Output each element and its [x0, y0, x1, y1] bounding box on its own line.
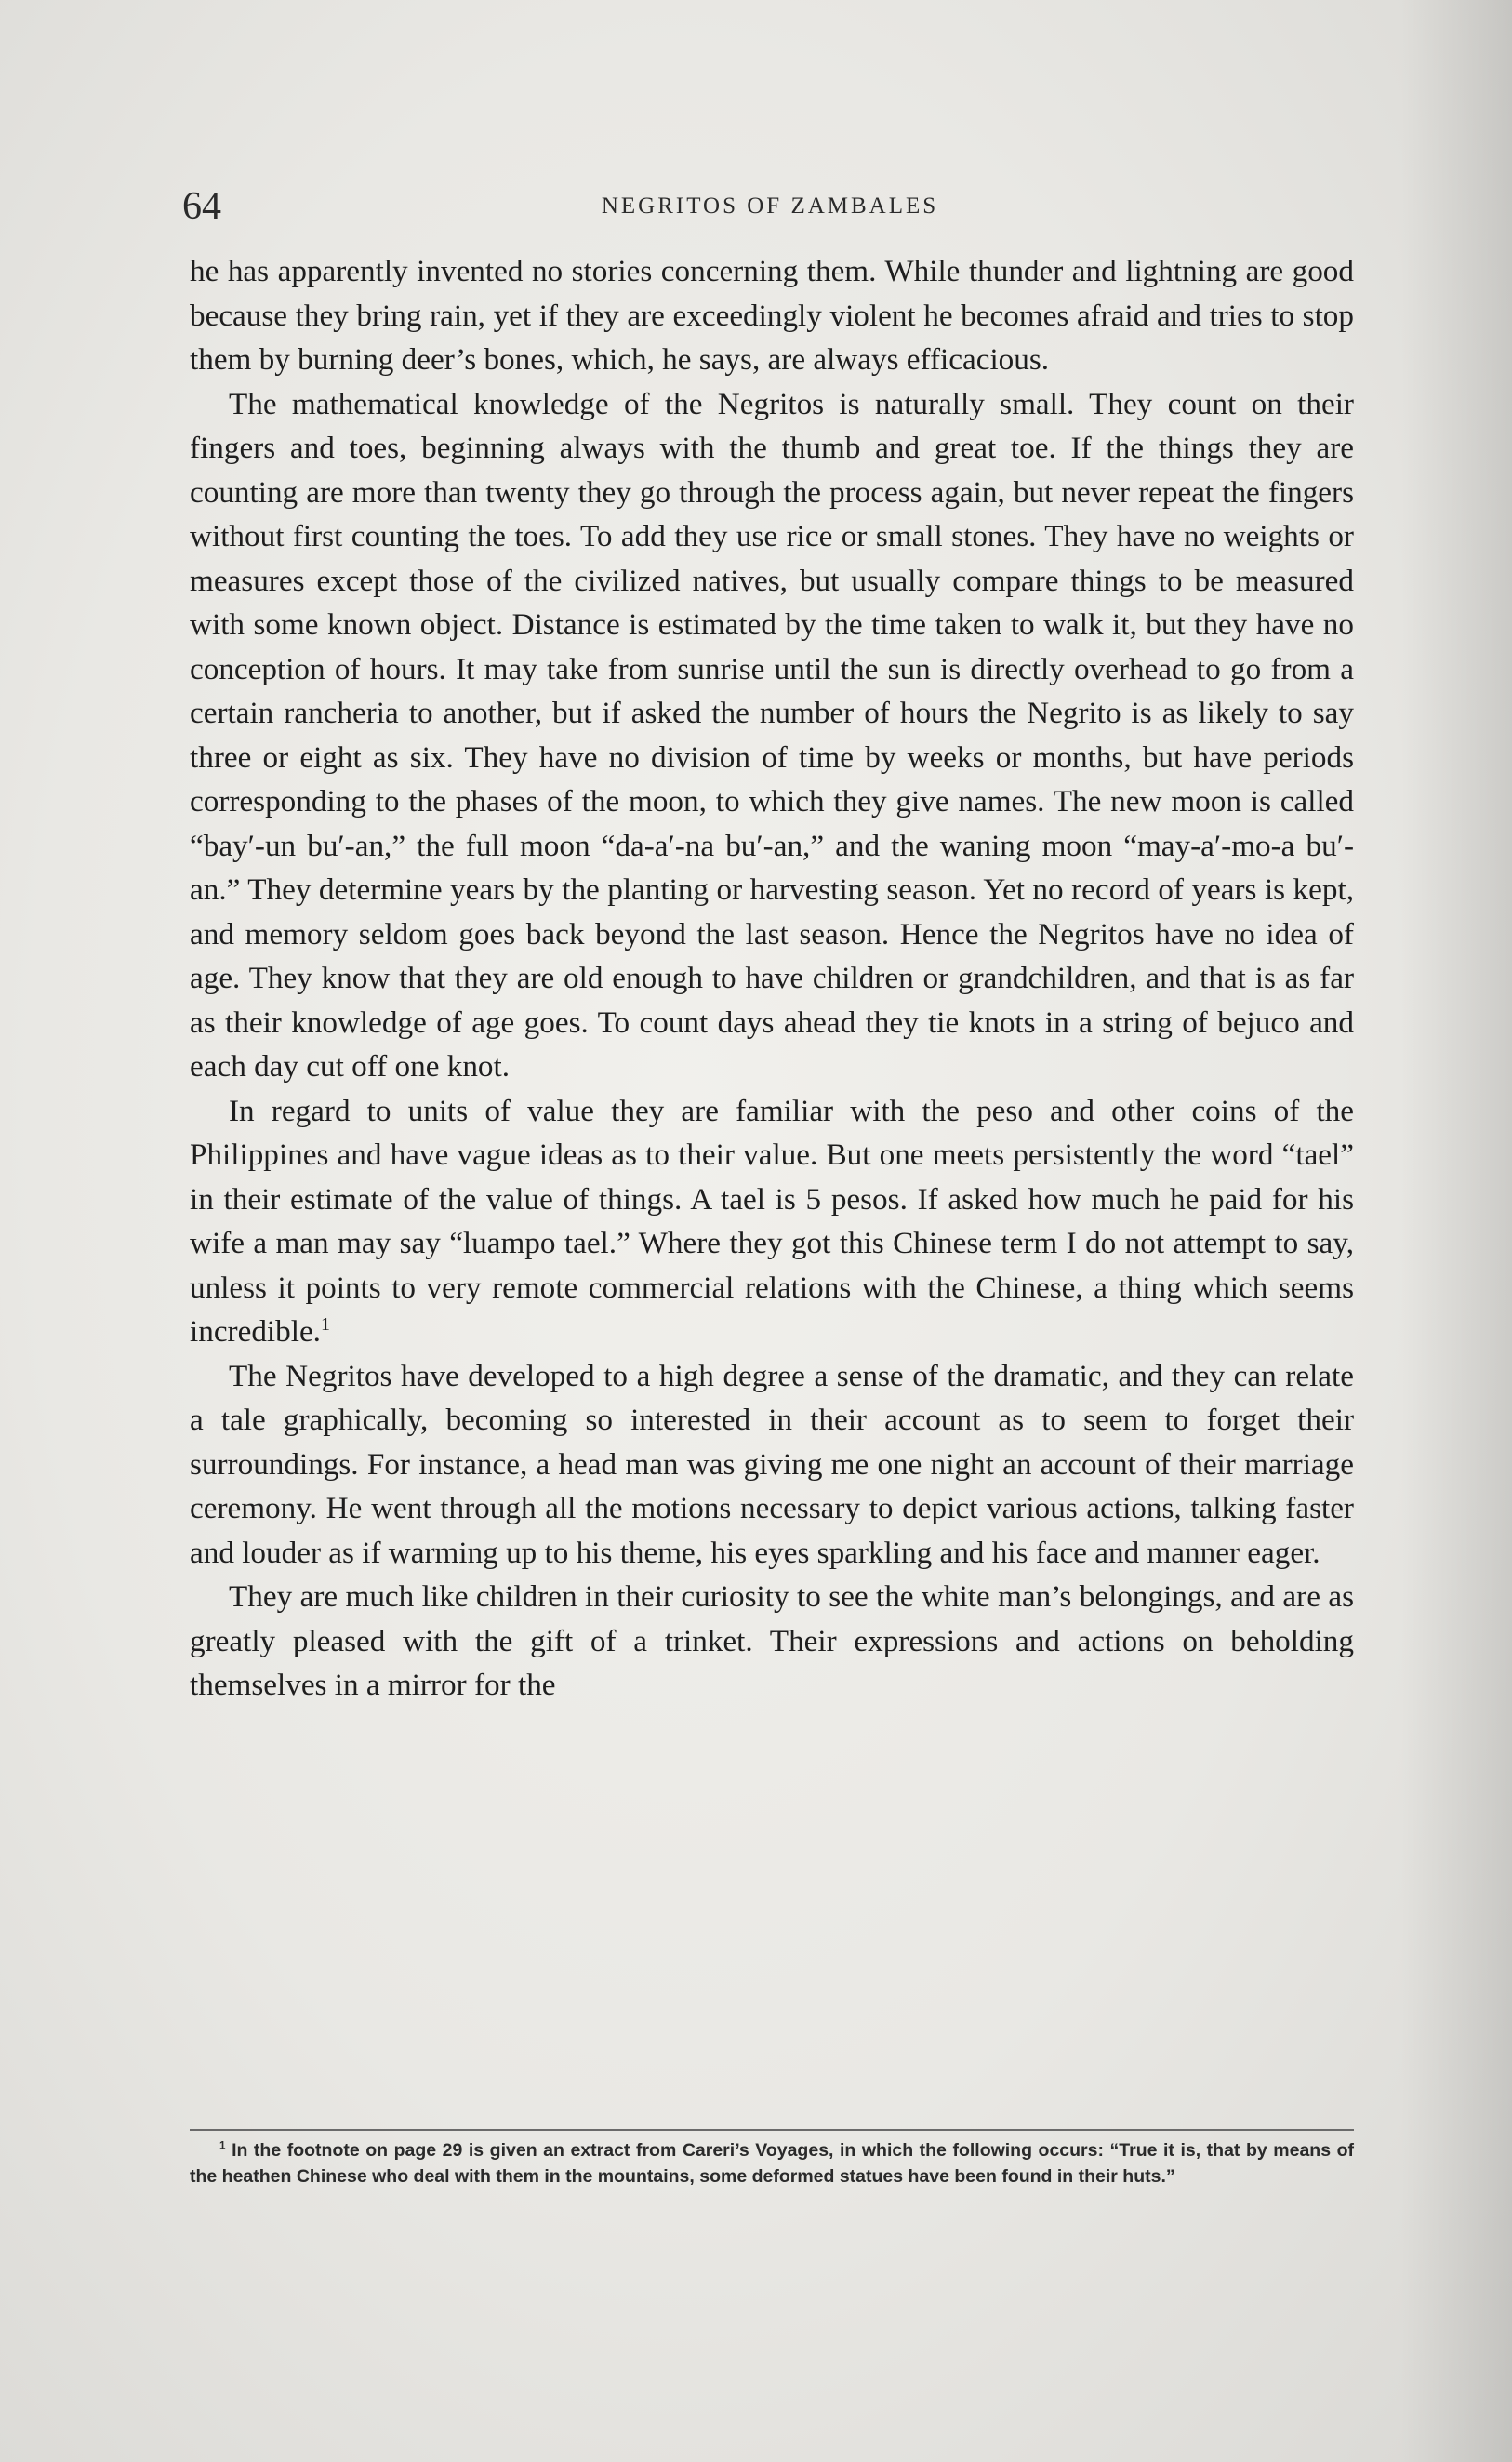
- page-edge-shadow: [1400, 0, 1512, 2462]
- footnote-reference: 1: [320, 1313, 330, 1335]
- paragraph-5: They are much like children in their curiosity to see the white man’s belongings, and are as greatly pleased with the gift of a trinket. Their expressions and actions on beholding themselves in a mirror for the: [190, 1579, 1354, 1702]
- paragraph-1: he has apparently invented no stories concerning them. While thunder and lightning are good because they bring rain, yet if they are exceedingly violent he becomes afraid and tries to stop them by burning deer’s bones, which, he says, are always efficacious.: [190, 254, 1354, 377]
- footnote-marker: 1: [219, 2139, 226, 2152]
- page-header: [182, 182, 1358, 238]
- running-head: NEGRITOS OF ZAMBALES: [601, 193, 939, 219]
- paragraph-4: The Negritos have developed to a high degree a sense of the dramatic, and they can relate a tale graphically, becoming so interested in their account as to seem to forget their surroundings. For instance, a head man was giving me one night an account of their marriage ceremony. He went through all the motions necessary to depict various actions, talking faster and louder as if warming up to his theme, his eyes sparkling and his face and manner eager.: [190, 1358, 1354, 1570]
- footnote-divider: [190, 2129, 1354, 2131]
- paragraph-3-text: In regard to units of value they are familiar with the peso and other coins of the Philippines and have vague ideas as to their value. But one meets persistently the word “tael” in their estimate of the value of things. A tael is 5 pesos. If asked how much he paid for his wife a man may say “luampo tael.” Where they got this Chinese term I do not attempt to say, unless it points to very remote commercial relations with the Chinese, a thing which seems incredible.: [190, 1093, 1354, 1349]
- body-text: [190, 249, 1354, 1708]
- paragraph-3: [190, 1089, 1354, 1354]
- paragraph-2: The mathematical knowledge of the Negritos is naturally small. They count on their fingers and toes, beginning always with the thumb and great toe. If the things they are counting are more than twenty they go through the process again, but never repeat the fingers without first counting the toes. To add they use rice or small stones. They have no weights or measures except those of the civilized natives, but usually compare things to be measured with some known object. Distance is estimated by the time taken to walk it, but they have no conception of hours. It may take from sunrise until the sun is directly overhead to go from a certain rancheria to another, but if asked the number of hours the Negrito is as likely to say three or eight as six. They have no division of time by weeks or months, but have periods corresponding to the phases of the moon, to which they give names. The new moon is called “bay′-un bu′-an,” the full moon “da-a′-na bu′-an,” and the waning moon “may-a′-mo-a bu′-an.” They determine years by the planting or harvesting season. Yet no record of years is kept, and memory seldom goes back beyond the last season. Hence the Negritos have no idea of age. They know that they are old enough to have children or grandchildren, and that is as far as their knowledge of age goes. To count days ahead they tie knots in a string of bejuco and each day cut off one knot.: [190, 386, 1354, 1084]
- footnote: [190, 2137, 1354, 2189]
- footnote-text: In the footnote on page 29 is given an extract from Careri’s Voyages, in which the following occurs: “True it is, that by means of the heathen Chinese who deal with them in the mountains, some deformed statues have been found in their huts.”: [190, 2140, 1354, 2187]
- page-number: 64: [182, 185, 221, 228]
